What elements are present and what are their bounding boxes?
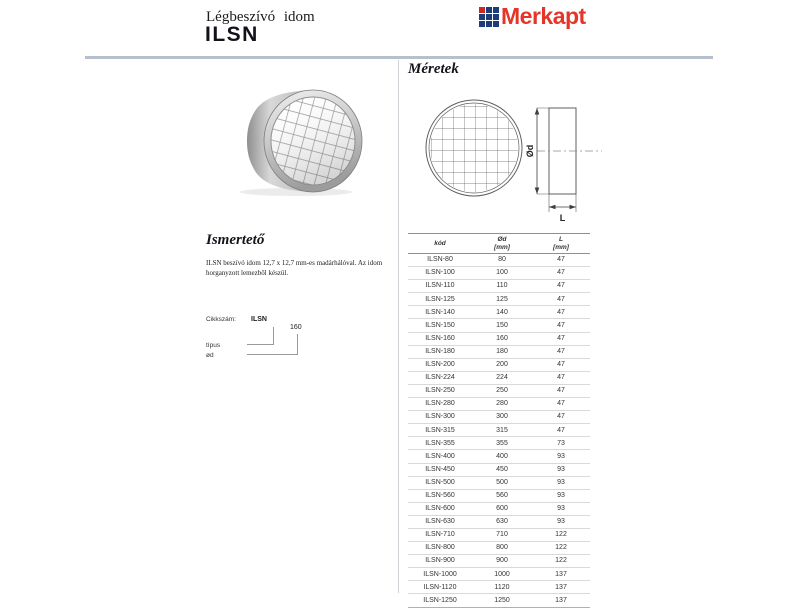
cell-diameter: 900 [472,555,532,568]
cell-kod: ILSN-110 [408,280,472,293]
cell-diameter: 1120 [472,581,532,594]
cell-length: 47 [532,306,590,319]
cell-kod: ILSN-280 [408,398,472,411]
column-label: kód [434,239,446,247]
cell-diameter: 315 [472,424,532,437]
cell-kod: ILSN-300 [408,411,472,424]
cell-diameter: 80 [472,254,532,267]
table-row [408,463,590,476]
cell-length: 47 [532,319,590,332]
cell-kod: ILSN-500 [408,476,472,489]
cell-diameter: 450 [472,463,532,476]
table-row [408,306,590,319]
column-label: Ød [497,236,507,243]
table-row [408,437,590,450]
table-row [408,319,590,332]
item-number-series: ILSN [251,316,267,323]
table-row [408,476,590,489]
cell-kod: ILSN-1120 [408,581,472,594]
merkapt-logo [479,3,586,29]
table-row [408,371,590,384]
dimension-drawing [420,95,610,223]
description-heading: Ismertető [206,232,265,248]
cell-length: 93 [532,489,590,502]
cell-diameter: 140 [472,306,532,319]
table-row [408,489,590,502]
diameter-connector-line [247,334,298,355]
table-row [408,411,590,424]
size-table-body [408,254,590,608]
cell-length: 47 [532,371,590,384]
cell-kod: ILSN-250 [408,384,472,397]
cell-diameter: 710 [472,528,532,541]
cell-kod: ILSN-140 [408,306,472,319]
cell-diameter: 125 [472,293,532,306]
cell-diameter: 600 [472,502,532,515]
cell-length: 47 [532,280,590,293]
column-header-length [532,234,590,254]
cell-kod: ILSN-630 [408,515,472,528]
column-unit: [mm] [553,243,569,251]
cell-diameter: 500 [472,476,532,489]
table-row [408,515,590,528]
drawing-length-label: L [559,213,566,223]
item-number-size: 160 [290,324,302,331]
cell-kod: ILSN-224 [408,371,472,384]
cell-diameter: 355 [472,437,532,450]
cell-kod: ILSN-900 [408,555,472,568]
cell-diameter: 1000 [472,568,532,581]
cell-length: 137 [532,568,590,581]
cell-diameter: 224 [472,371,532,384]
cell-kod: ILSN-160 [408,332,472,345]
table-row [408,542,590,555]
cell-diameter: 300 [472,411,532,424]
description-text: ILSN beszívó idom 12,7 x 12,7 mm-es madárhálóval. Az idom horganyzott lemezből készül. [206,259,383,277]
table-row [408,254,590,267]
cell-length: 47 [532,254,590,267]
cell-kod: ILSN-80 [408,254,472,267]
table-row [408,581,590,594]
cell-kod: ILSN-1000 [408,568,472,581]
table-row [408,293,590,306]
cell-length: 47 [532,358,590,371]
drawing-diameter-label: Ød [525,144,535,158]
cell-diameter: 180 [472,345,532,358]
cell-diameter: 250 [472,384,532,397]
cell-diameter: 160 [472,332,532,345]
column-header-diameter [472,234,532,254]
cell-length: 93 [532,502,590,515]
product-code-heading: ILSN [205,23,259,46]
cell-kod: ILSN-600 [408,502,472,515]
cell-length: 73 [532,437,590,450]
cell-kod: ILSN-710 [408,528,472,541]
cell-diameter: 150 [472,319,532,332]
cell-length: 93 [532,476,590,489]
product-type-heading: Légbeszívó idom [206,9,315,25]
product-photo [238,85,368,197]
cell-length: 122 [532,528,590,541]
cell-length: 47 [532,267,590,280]
table-row [408,345,590,358]
cell-kod: ILSN-400 [408,450,472,463]
diameter-key-label: ød [206,352,214,359]
cell-diameter: 800 [472,542,532,555]
column-header-kod [408,234,472,254]
table-row [408,358,590,371]
cell-length: 122 [532,542,590,555]
dimensions-heading: Méretek [408,61,459,77]
cell-length: 47 [532,293,590,306]
item-number-label: Cikkszám: [206,316,236,323]
cell-diameter: 630 [472,515,532,528]
cell-kod: ILSN-450 [408,463,472,476]
cell-kod: ILSN-100 [408,267,472,280]
cell-kod: ILSN-180 [408,345,472,358]
table-row [408,502,590,515]
cell-length: 47 [532,384,590,397]
table-row [408,450,590,463]
cell-kod: ILSN-200 [408,358,472,371]
type-key-label: típus [206,342,221,349]
table-row [408,267,590,280]
cell-diameter: 200 [472,358,532,371]
cell-length: 93 [532,515,590,528]
cell-diameter: 110 [472,280,532,293]
cell-diameter: 560 [472,489,532,502]
column-label: L [559,236,563,243]
cell-kod: ILSN-800 [408,542,472,555]
table-row [408,332,590,345]
table-row [408,280,590,293]
column-unit: [mm] [494,243,510,251]
header-rule [85,56,713,59]
table-row [408,528,590,541]
cell-length: 93 [532,463,590,476]
cell-diameter: 400 [472,450,532,463]
cell-length: 47 [532,424,590,437]
cell-diameter: 1250 [472,594,532,607]
cell-length: 47 [532,332,590,345]
cell-length: 47 [532,411,590,424]
table-row [408,384,590,397]
cell-diameter: 100 [472,267,532,280]
table-row [408,424,590,437]
cell-length: 137 [532,594,590,607]
cell-length: 47 [532,398,590,411]
cell-kod: ILSN-1250 [408,594,472,607]
size-table-header [408,234,590,254]
cell-length: 122 [532,555,590,568]
table-row [408,568,590,581]
table-row [408,555,590,568]
cell-kod: ILSN-125 [408,293,472,306]
merkapt-grid-icon [479,7,499,27]
size-table [408,233,590,608]
cell-length: 47 [532,345,590,358]
cell-kod: ILSN-355 [408,437,472,450]
table-row [408,594,590,607]
column-divider [398,60,399,593]
cell-length: 137 [532,581,590,594]
cell-diameter: 280 [472,398,532,411]
cell-kod: ILSN-315 [408,424,472,437]
cell-kod: ILSN-560 [408,489,472,502]
merkapt-logo-text: Merkapt [501,3,586,29]
table-row [408,398,590,411]
cell-kod: ILSN-150 [408,319,472,332]
cell-length: 93 [532,450,590,463]
